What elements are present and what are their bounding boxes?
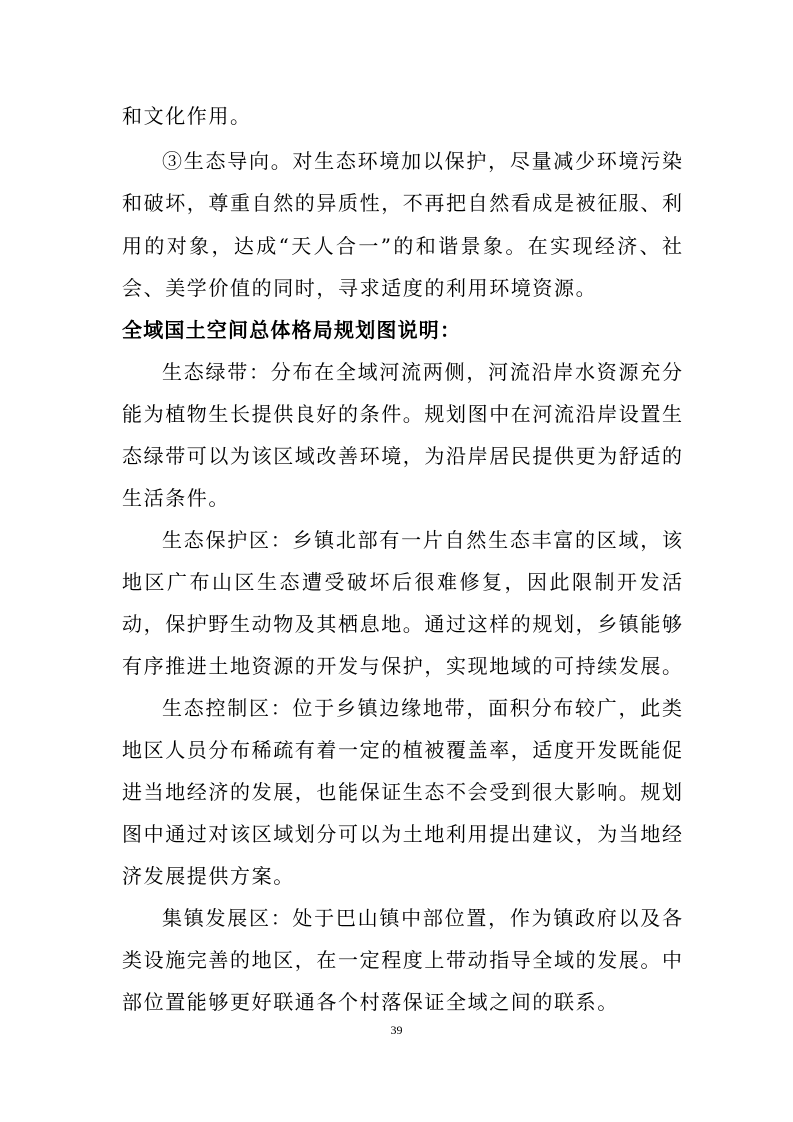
paragraph-line: 类设施完善的地区，在一定程度上带动指导全域的发展。中: [122, 948, 682, 972]
paragraph-line: 用的对象，达成“天人合一”的和谐景象。在实现经济、社: [122, 234, 682, 258]
paragraph-line: 生态控制区：位于乡镇边缘地带，面积分布较广，此类: [162, 696, 682, 720]
paragraph-line: 会、美学价值的同时，寻求适度的利用环境资源。: [122, 276, 598, 300]
section-heading: 全域国土空间总体格局规划图说明：: [122, 318, 462, 342]
paragraph-line: 生态保护区：乡镇北部有一片自然生态丰富的区域，该: [162, 528, 682, 552]
paragraph-line: 部位置能够更好联通各个村落保证全域之间的联系。: [122, 990, 619, 1014]
paragraph-line: 动，保护野生动物及其栖息地。通过这样的规划，乡镇能够: [122, 612, 682, 636]
paragraph-line: 图中通过对该区域划分可以为土地利用提出建议，为当地经: [122, 822, 682, 846]
paragraph-line: 和破坏，尊重自然的异质性，不再把自然看成是被征服、利: [122, 191, 682, 215]
paragraph-line: 态绿带可以为该区域改善环境，为沿岸居民提供更为舒适的: [122, 444, 682, 468]
paragraph-line: 地区广布山区生态遭受破坏后很难修复，因此限制开发活: [122, 570, 682, 594]
paragraph-line: 济发展提供方案。: [122, 864, 295, 888]
paragraph-line: 集镇发展区：处于巴山镇中部位置，作为镇政府以及各: [162, 906, 682, 930]
paragraph-line: 生态绿带：分布在全域河流两侧，河流沿岸水资源充分: [162, 360, 682, 384]
paragraph-line: 和文化作用。: [122, 104, 252, 128]
page-number: 39: [390, 1023, 403, 1037]
paragraph-line: 地区人员分布稀疏有着一定的植被覆盖率，适度开发既能促: [122, 738, 682, 762]
paragraph-line: ③生态导向。对生态环境加以保护，尽量减少环境污染: [162, 149, 682, 173]
paragraph-line: 进当地经济的发展，也能保证生态不会受到很大影响。规划: [122, 780, 682, 804]
paragraph-line: 能为植物生长提供良好的条件。规划图中在河流沿岸设置生: [122, 402, 682, 426]
paragraph-line: 有序推进土地资源的开发与保护，实现地域的可持续发展。: [122, 654, 682, 678]
paragraph-line: 生活条件。: [122, 486, 230, 510]
